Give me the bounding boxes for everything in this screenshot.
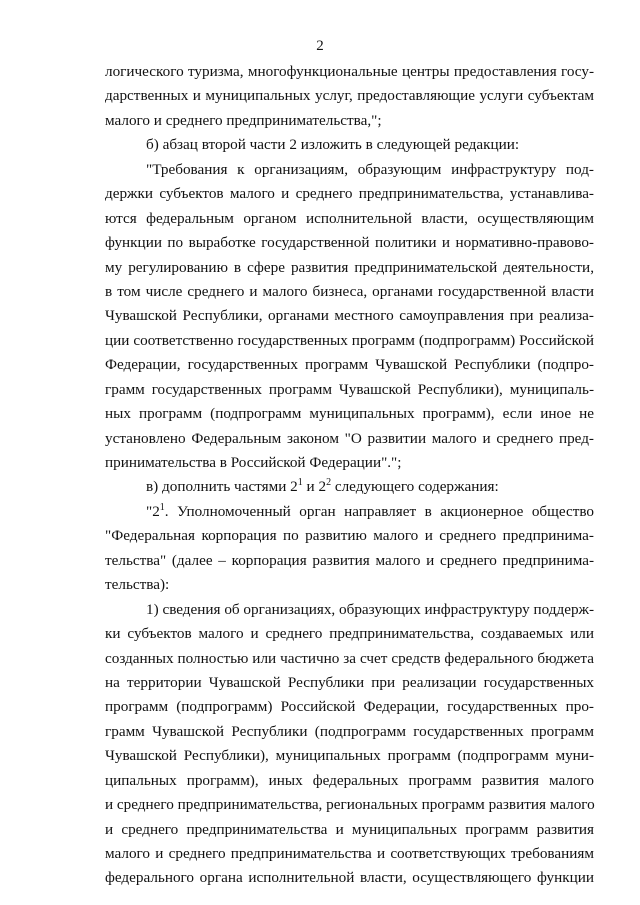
text-line (105, 451, 594, 475)
text-line (105, 695, 594, 719)
line-text: Федерации, государственных программ Чувашской Республики (подпро- (105, 356, 594, 374)
line-text: программ (подпрограмм) Российской Федерации, государственных про- (105, 698, 594, 716)
document-body (105, 60, 594, 891)
line-text: держки субъектов малого и среднего предпринимательства, устанавлива- (105, 185, 594, 203)
line-text: в) дополнить частями 2 (146, 478, 298, 496)
superscript: 1 (297, 477, 303, 489)
line-text: и среднего предпринимательства и муниципальных программ развития (105, 820, 594, 838)
line-text: в том числе среднего и малого бизнеса, органами государственной власти (105, 282, 594, 300)
text-line (105, 280, 594, 304)
line-text: на территории Чувашской Республики при реализации государственных (105, 673, 594, 691)
text-line (105, 329, 594, 353)
text-line (105, 622, 594, 646)
line-text: тельства" (далее – корпорация развития малого и среднего предпринима- (105, 551, 594, 569)
text-line (105, 158, 594, 182)
line-text: Чувашской Республики, органами местного самоуправления при реализа- (105, 307, 594, 325)
text-line (105, 842, 594, 866)
line-text: дарственных и муниципальных услуг, предоставляющие услуги субъектам (105, 87, 594, 105)
text-line (105, 109, 594, 133)
line-text: "Требования к организациям, образующим инфраструктуру под- (146, 160, 594, 178)
line-text: "Федеральная корпорация по развитию малого и среднего предпринима- (105, 527, 594, 545)
line-text: грамм государственных программ Чувашской Республики), муниципаль- (105, 380, 594, 398)
text-line (105, 60, 594, 84)
line-text: установлено Федеральным законом "О развитии малого и среднего пред- (105, 429, 594, 447)
line-text: ных программ (подпрограмм муниципальных программ), если иное не (105, 405, 594, 423)
line-text: ции соответственно государственных программ (подпрограмм) Российской (105, 331, 594, 349)
line-text: следующего содержания: (331, 478, 499, 496)
line-text: ки субъектов малого и среднего предпринимательства, создаваемых или (105, 625, 594, 643)
text-line (105, 207, 594, 231)
text-line (105, 402, 594, 426)
text-line (105, 818, 594, 842)
line-text: му регулированию в сфере развития предпринимательской деятельности, (105, 258, 594, 276)
line-text: и 2 (302, 478, 327, 496)
text-line (105, 475, 594, 499)
line-text: 1) сведения об организациях, образующих инфраструктуру поддерж- (146, 600, 595, 618)
text-line (105, 256, 594, 280)
text-line (105, 231, 594, 255)
text-line (105, 866, 594, 890)
text-line (105, 182, 594, 206)
text-line (105, 744, 594, 768)
line-text: малого и среднего предпринимательства,"; (105, 111, 382, 129)
line-text: б) абзац второй части 2 изложить в следующей редакции: (146, 136, 520, 154)
text-line (105, 427, 594, 451)
line-text: ципальных программ), иных федеральных программ развития малого (105, 771, 594, 789)
line-text: "2 (146, 502, 160, 520)
line-text: логического туризма, многофункциональные центры предоставления госу- (105, 63, 594, 80)
text-line (105, 304, 594, 328)
text-line (105, 84, 594, 108)
text-line (105, 720, 594, 744)
text-line (105, 378, 594, 402)
text-line (105, 769, 594, 793)
text-line (105, 598, 594, 622)
line-text: и среднего предпринимательства, региональных программ развития малого (105, 796, 595, 814)
text-line (105, 793, 594, 817)
text-line (105, 524, 594, 548)
superscript: 2 (326, 477, 332, 489)
line-text: созданных полностью или частично за счет средств федерального бюджета (105, 649, 594, 667)
text-line (105, 500, 594, 524)
text-line (105, 647, 594, 671)
text-line (105, 353, 594, 377)
line-text: федерального органа исполнительной власти, осуществляющего функции (105, 869, 594, 887)
line-text: малого и среднего предпринимательства и соответствующих требованиям (105, 845, 594, 862)
page-number: 2 (316, 38, 324, 54)
text-line (105, 549, 594, 573)
text-line (105, 133, 594, 157)
line-text: ются федеральным органом исполнительной власти, осуществляющим (105, 209, 594, 227)
line-text: функции по выработке государственной политики и нормативно-правово- (105, 234, 594, 252)
line-text: принимательства в Российской Федерации"."; (105, 454, 402, 471)
line-text: Чувашской Республики), муниципальных программ (подпрограмм муни- (105, 747, 594, 765)
line-text: грамм Чувашской Республики (подпрограмм государственных программ (105, 722, 594, 740)
text-line (105, 671, 594, 695)
line-text: . Уполномоченный орган направляет в акционерное общество (164, 502, 594, 520)
line-text: тельства): (105, 576, 170, 594)
text-line (105, 573, 594, 597)
superscript: 1 (159, 501, 165, 513)
